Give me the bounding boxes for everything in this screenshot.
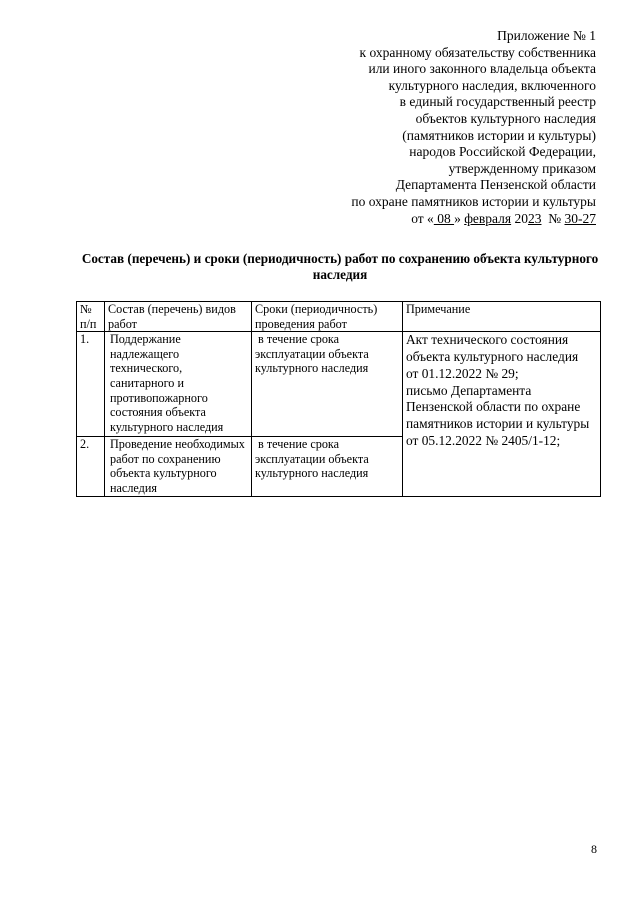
date-mid: » bbox=[454, 210, 465, 226]
appendix-line: (памятников истории и культуры) bbox=[402, 127, 596, 143]
appendix-line: к охранному обязательству собственника bbox=[359, 44, 596, 60]
appendix-line: Приложение № 1 bbox=[497, 28, 596, 43]
appendix-line: или иного законного владельца объекта bbox=[368, 61, 596, 77]
row-works: Поддержание надлежащего технического, санитарного и противопожарного состояния объекта культурного наследия bbox=[105, 332, 252, 437]
date-year-plain: 20 bbox=[511, 210, 528, 226]
order-number-sep: № bbox=[541, 210, 565, 226]
works-table bbox=[76, 301, 601, 497]
appendix-header bbox=[306, 28, 596, 227]
appendix-line: народов Российской Федерации, bbox=[409, 144, 596, 160]
date-prefix: от « bbox=[411, 210, 434, 226]
table-row bbox=[77, 332, 601, 437]
date-month: февраля bbox=[464, 210, 512, 226]
appendix-line: по охране памятников истории и культуры bbox=[351, 193, 596, 209]
row-num: 2. bbox=[77, 437, 105, 497]
note-line: письмо Департамента bbox=[406, 382, 532, 398]
header-works: Состав (перечень) видов работ bbox=[105, 302, 252, 332]
table-header-row bbox=[77, 302, 601, 332]
order-date-line bbox=[306, 211, 596, 228]
appendix-line: объектов культурного наследия bbox=[415, 110, 596, 126]
note-line: от 01.12.2022 № 29; bbox=[406, 365, 519, 381]
row-terms: в течение срока эксплуатации объекта культурного наследия bbox=[252, 332, 403, 437]
note-line: Акт технического состояния bbox=[406, 332, 569, 348]
appendix-line: утвержденному приказом bbox=[448, 160, 596, 176]
date-year-underlined: 23 bbox=[527, 210, 542, 226]
appendix-line: культурного наследия, включенного bbox=[388, 77, 596, 93]
appendix-line: в единый государственный реестр bbox=[399, 94, 596, 110]
document-title: Состав (перечень) и сроки (периодичность) работ по сохранению объекта культурного наследия bbox=[81, 251, 599, 282]
note-line: объекта культурного наследия bbox=[406, 348, 579, 364]
row-works: Проведение необходимых работ по сохранению объекта культурного наследия bbox=[105, 437, 252, 497]
header-num: № п/п bbox=[77, 302, 105, 332]
row-note bbox=[403, 332, 601, 497]
note-line: от 05.12.2022 № 2405/1-12; bbox=[406, 432, 561, 448]
row-num: 1. bbox=[77, 332, 105, 437]
note-line: памятников истории и культуры bbox=[406, 416, 590, 432]
order-number: 30-27 bbox=[564, 210, 596, 226]
note-line: Пензенской области по охране bbox=[406, 399, 581, 415]
header-terms: Сроки (периодичность) проведения работ bbox=[252, 302, 403, 332]
appendix-line: Департамента Пензенской области bbox=[395, 177, 596, 193]
row-terms: в течение срока эксплуатации объекта культурного наследия bbox=[252, 437, 403, 497]
page-number: 8 bbox=[591, 842, 597, 856]
date-day: 08 bbox=[433, 210, 455, 226]
header-note: Примечание bbox=[403, 302, 601, 332]
